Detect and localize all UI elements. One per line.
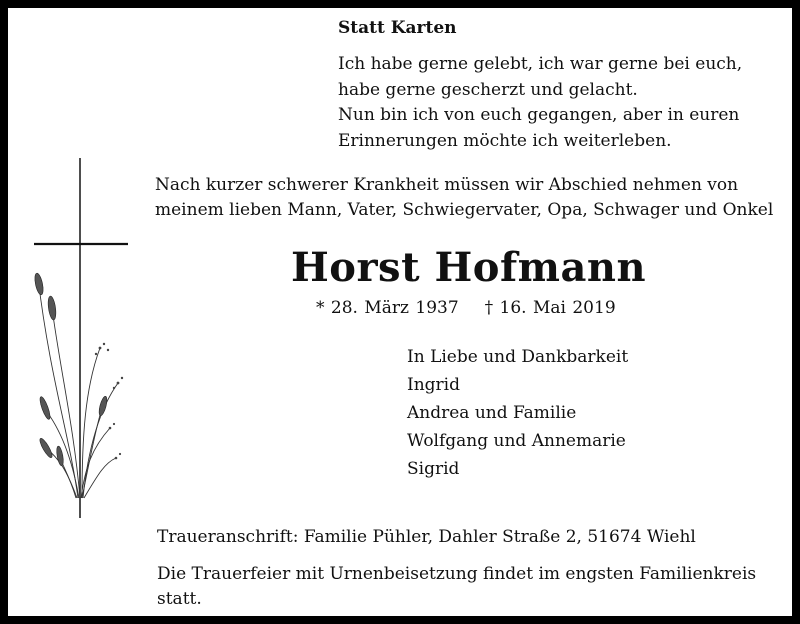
mourner-line: In Liebe und Dankbarkeit <box>407 347 629 367</box>
mourner-line: Ingrid <box>407 375 460 395</box>
poem-line: Ich habe gerne gelebt, ich war gerne bei euch, <box>338 54 743 74</box>
mourning-address: Traueranschrift: Familie Pühler, Dahler Straße 2, 51674 Wiehl <box>157 527 696 547</box>
poem-line: Erinnerungen möchte ich weiterleben. <box>338 130 672 151</box>
cross-and-wheat-icon <box>30 158 140 528</box>
obituary-notice <box>8 8 792 616</box>
death-date: † 16. Mai 2019 <box>484 298 616 318</box>
life-dates <box>316 298 616 318</box>
mourners-list <box>407 343 628 483</box>
intro-line: Nach kurzer schwerer Krankheit müssen wir Abschied nehmen von <box>155 175 739 195</box>
birth-date: * 28. März 1937 <box>316 298 459 318</box>
mourner-line: Sigrid <box>407 459 460 479</box>
poem-line: Nun bin ich von euch gegangen, aber in euren <box>338 105 740 125</box>
ceremony-info: Die Trauerfeier mit Urnenbeisetzung findet im engsten Familienkreis statt. <box>157 564 757 609</box>
mourner-line: Wolfgang und Annemarie <box>407 431 626 451</box>
intro-text <box>155 173 773 223</box>
mourner-line: Andrea und Familie <box>407 403 577 423</box>
poem-line: habe gerne gescherzt und gelacht. <box>338 79 638 100</box>
poem <box>338 52 742 154</box>
headline: Statt Karten <box>338 18 457 38</box>
intro-line: meinem lieben Mann, Vater, Schwiegervater, Opa, Schwager und Onkel <box>155 200 774 220</box>
deceased-name: Horst Hofmann <box>291 244 647 291</box>
